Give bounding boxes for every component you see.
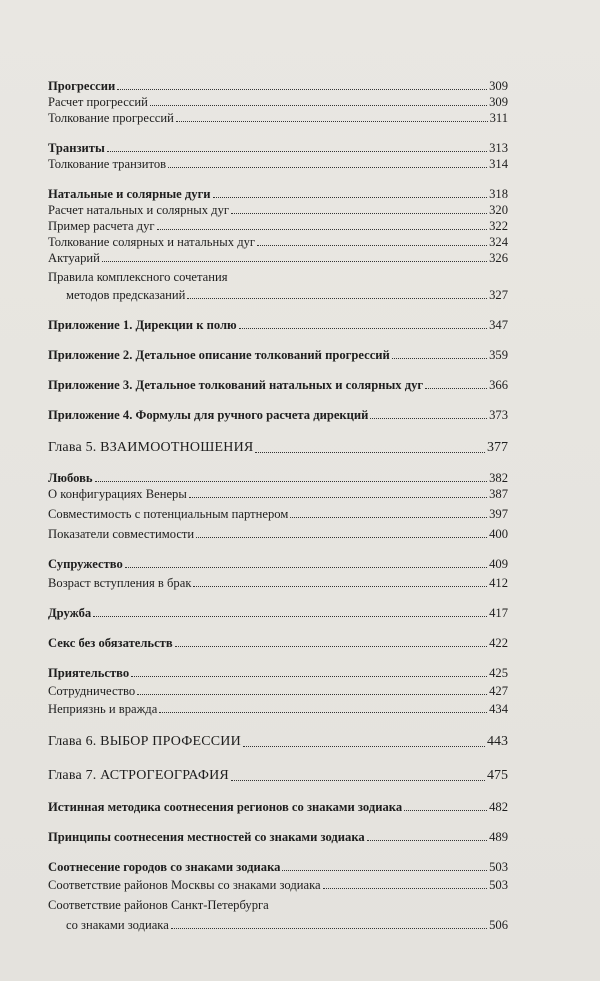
toc-leader-dots <box>370 417 487 419</box>
toc-section-transits[interactable] <box>48 140 508 156</box>
toc-leader-dots <box>125 566 487 568</box>
toc-page-number: 377 <box>487 440 508 455</box>
toc-page-number: 475 <box>487 768 508 783</box>
toc-page-number: 503 <box>489 860 508 874</box>
toc-leader-dots <box>117 88 487 90</box>
toc-page-number: 489 <box>489 830 508 844</box>
toc-page-number: 427 <box>489 684 508 698</box>
toc-entry-title: Расчет прогрессий <box>48 95 148 109</box>
toc-entry[interactable] <box>48 877 508 893</box>
toc-entry[interactable] <box>48 110 508 126</box>
toc-entry-title: Приятельство <box>48 666 130 680</box>
toc-entry-title: Толкование транзитов <box>48 157 167 171</box>
toc-leader-dots <box>171 927 487 929</box>
toc-page-number: 409 <box>489 557 508 571</box>
toc-leader-dots <box>290 516 487 518</box>
toc-page-number: 359 <box>489 348 508 362</box>
toc-leader-dots <box>189 496 487 498</box>
toc-entry-title: Принципы соотнесения местностей со знаками зодиака <box>48 830 365 844</box>
toc-entry-title: Расчет натальных и солярных дуг <box>48 203 230 217</box>
toc-leader-dots <box>243 745 485 747</box>
toc-leader-dots <box>213 196 488 198</box>
toc-leader-dots <box>176 120 488 122</box>
toc-entry[interactable] <box>48 202 508 218</box>
toc-page-number: 422 <box>489 636 508 650</box>
toc-entry[interactable] <box>48 218 508 234</box>
toc-leader-dots <box>157 228 488 230</box>
toc-entry-title: Приложение 1. Дирекции к полю <box>48 318 237 332</box>
toc-leader-dots <box>150 104 487 106</box>
toc-page-number: 400 <box>489 527 508 541</box>
toc-entry-title: со знаками зодиака <box>66 918 169 932</box>
toc-entry[interactable] <box>48 156 508 172</box>
toc-leader-dots <box>392 357 487 359</box>
toc-leader-dots <box>93 615 487 617</box>
toc-appendix-4[interactable] <box>48 407 508 423</box>
toc-page-number: 322 <box>489 219 508 233</box>
toc-entry-title: Транзиты <box>48 141 105 155</box>
toc-entry-title: Приложение 3. Детальное толкований натальных и солярных дуг <box>48 378 424 392</box>
toc-page-number: 506 <box>489 918 508 932</box>
toc-leader-dots <box>102 260 487 262</box>
toc-page-number: 318 <box>489 187 508 201</box>
toc-section-progressions[interactable] <box>48 78 508 94</box>
toc-leader-dots <box>257 244 487 246</box>
toc-leader-dots <box>231 212 487 214</box>
toc-page-number: 347 <box>489 318 508 332</box>
toc-appendix-1[interactable] <box>48 317 508 333</box>
toc-entry-title: Приложение 2. Детальное описание толкований прогрессий <box>48 348 390 362</box>
toc-page-number: 417 <box>489 606 508 620</box>
toc-page-number: 311 <box>489 111 508 125</box>
toc-entry-title: Натальные и солярные дуги <box>48 187 211 201</box>
toc-page-number: 309 <box>489 95 508 109</box>
toc-entry[interactable] <box>48 234 508 250</box>
toc-page-number: 324 <box>489 235 508 249</box>
toc-page-number: 314 <box>489 157 508 171</box>
toc-entry-title: Актуарий <box>48 251 100 265</box>
toc-page-number: 326 <box>489 251 508 265</box>
toc-entry[interactable] <box>48 526 508 542</box>
toc-leader-dots <box>282 869 487 871</box>
toc-leader-dots <box>367 839 487 841</box>
toc-entry-title: Любовь <box>48 471 93 485</box>
toc-chapter-6[interactable] <box>48 733 508 751</box>
toc-leader-dots <box>425 387 487 389</box>
toc-leader-dots <box>95 480 488 482</box>
toc-entry-title: О конфигурациях Венеры <box>48 487 187 501</box>
toc-leader-dots <box>175 645 487 647</box>
toc-entry-title: Глава 7. АСТРОГЕОГРАФИЯ <box>48 768 229 783</box>
toc-entry-title: Глава 5. ВЗАИМООТНОШЕНИЯ <box>48 440 254 455</box>
toc-leader-dots <box>193 585 487 587</box>
toc-entry-wrapped-first-line[interactable]: Правила комплексного сочетания <box>48 270 228 284</box>
toc-leader-dots <box>239 327 487 329</box>
toc-entry-title: Толкование солярных и натальных дуг <box>48 235 256 249</box>
toc-entry-title: Толкование прогрессий <box>48 111 174 125</box>
toc-entry-title: Секс без обязательств <box>48 636 173 650</box>
toc-appendix-2[interactable] <box>48 347 508 363</box>
toc-page-number: 309 <box>489 79 508 93</box>
toc-section-fellowship[interactable] <box>48 665 508 681</box>
toc-section-love[interactable] <box>48 470 508 486</box>
toc-leader-dots <box>187 297 487 299</box>
toc-entry[interactable] <box>48 701 508 717</box>
toc-section-marriage[interactable] <box>48 556 508 572</box>
toc-page-number: 387 <box>489 487 508 501</box>
toc-leader-dots <box>323 887 488 889</box>
toc-entry-title: Приложение 4. Формулы для ручного расчета дирекций <box>48 408 369 422</box>
toc-page-number: 425 <box>489 666 508 680</box>
toc-section-true-method[interactable] <box>48 799 508 815</box>
toc-page-number: 412 <box>489 576 508 590</box>
toc-page-number: 382 <box>489 471 508 485</box>
toc-page-number: 366 <box>489 378 508 392</box>
toc-entry-title: Супружество <box>48 557 123 571</box>
toc-entry-title: Совместимость с потенциальным партнером <box>48 507 289 521</box>
toc-entry[interactable] <box>48 250 508 266</box>
toc-entry[interactable] <box>48 486 508 502</box>
toc-leader-dots <box>404 809 487 811</box>
toc-entry-title: Прогрессии <box>48 79 116 93</box>
toc-entry-title: Показатели совместимости <box>48 527 195 541</box>
toc-entry-title: Пример расчета дуг <box>48 219 155 233</box>
toc-entry-title: методов предсказаний <box>66 288 186 302</box>
toc-leader-dots <box>131 675 487 677</box>
toc-entry-title: Сотрудничество <box>48 684 136 698</box>
toc-entry-title: Глава 6. ВЫБОР ПРОФЕССИИ <box>48 734 241 749</box>
toc-entry[interactable] <box>48 506 508 522</box>
toc-section-principles[interactable] <box>48 829 508 845</box>
toc-entry[interactable] <box>48 683 508 699</box>
toc-leader-dots <box>159 711 487 713</box>
toc-entry-title: Возраст вступления в брак <box>48 576 192 590</box>
toc-chapter-7[interactable] <box>48 767 508 785</box>
toc-entry-title: Истинная методика соотнесения регионов со знаками зодиака <box>48 800 403 814</box>
toc-page-number: 443 <box>487 734 508 749</box>
toc-section-arcs[interactable] <box>48 186 508 202</box>
toc-entry-title: Соответствие районов Москвы со знаками зодиака <box>48 878 321 892</box>
toc-section-friendship[interactable] <box>48 605 508 621</box>
toc-entry-title: Неприязнь и вражда <box>48 702 158 716</box>
toc-entry[interactable] <box>48 94 508 110</box>
toc-entry[interactable] <box>48 917 508 933</box>
toc-section-casual[interactable] <box>48 635 508 651</box>
toc-page-number: 503 <box>489 878 508 892</box>
toc-leader-dots <box>255 451 485 453</box>
toc-entry-title: Соотнесение городов со знаками зодиака <box>48 860 281 874</box>
toc-page-number: 327 <box>489 288 508 302</box>
toc-entry-wrapped-first-line[interactable]: Соответствие районов Санкт-Петербурга <box>48 898 269 912</box>
toc-leader-dots <box>107 150 487 152</box>
toc-page-number: 313 <box>489 141 508 155</box>
toc-leader-dots <box>168 166 487 168</box>
toc-leader-dots <box>196 536 487 538</box>
toc-page-number: 482 <box>489 800 508 814</box>
toc-appendix-3[interactable] <box>48 377 508 393</box>
toc-leader-dots <box>231 779 485 781</box>
toc-leader-dots <box>137 693 487 695</box>
table-of-contents <box>48 78 508 933</box>
toc-entry[interactable] <box>48 575 508 591</box>
toc-entry[interactable] <box>48 287 508 303</box>
toc-chapter-5[interactable] <box>48 439 508 457</box>
toc-page-number: 320 <box>489 203 508 217</box>
toc-entry-title: Дружба <box>48 606 92 620</box>
toc-section-cities[interactable] <box>48 859 508 875</box>
toc-page-number: 397 <box>489 507 508 521</box>
toc-page-number: 434 <box>489 702 508 716</box>
toc-page-number: 373 <box>489 408 508 422</box>
